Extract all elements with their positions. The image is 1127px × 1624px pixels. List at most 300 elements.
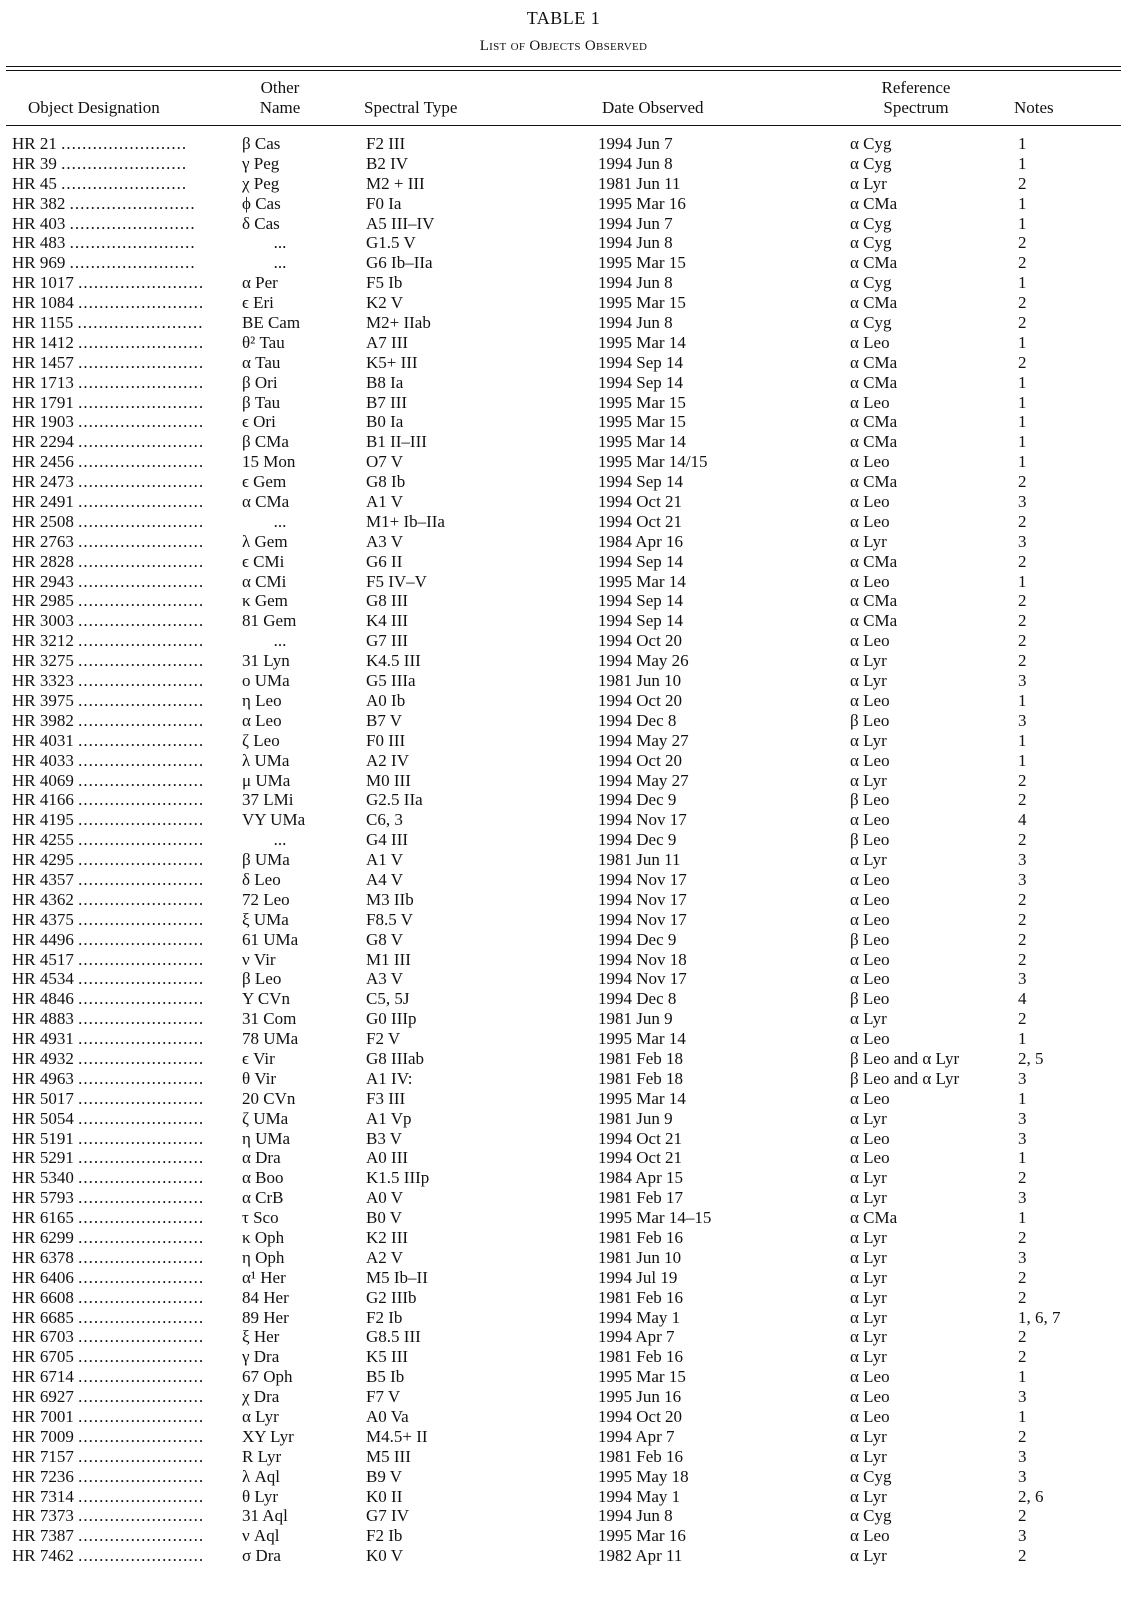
cell-designation [12, 1168, 208, 1188]
designation-text: HR 2943 [12, 571, 74, 591]
cell-spectral-type: F0 Ia [366, 193, 402, 213]
cell-notes: 2 [1018, 631, 1027, 651]
cell-date-observed: 1994 Nov 17 [598, 869, 687, 889]
table-row [0, 1029, 1127, 1049]
cell-other-name: α Boo [242, 1168, 284, 1188]
leader-dots: ........................ [69, 233, 196, 253]
table-row [0, 1288, 1127, 1308]
designation-text: HR 6705 [12, 1347, 74, 1367]
cell-designation [12, 412, 208, 432]
table-row [0, 989, 1127, 1009]
designation-text: HR 7314 [12, 1486, 74, 1506]
cell-reference-spectrum: α Leo [850, 869, 890, 889]
cell-notes: 1 [1018, 213, 1027, 233]
cell-other-name: α CrB [242, 1188, 284, 1208]
designation-text: HR 4362 [12, 889, 74, 909]
cell-notes: 1 [1018, 412, 1027, 432]
table-body [0, 134, 1127, 1566]
cell-notes: 1, 6, 7 [1018, 1307, 1061, 1327]
designation-text: HR 5054 [12, 1108, 74, 1128]
cell-other-name: σ Dra [242, 1546, 281, 1566]
cell-reference-spectrum: α Lyr [850, 1108, 887, 1128]
cell-other-name: 20 CVn [242, 1088, 296, 1108]
cell-reference-spectrum: α Cyg [850, 1466, 892, 1486]
table-row [0, 313, 1127, 333]
designation-text: HR 5017 [12, 1088, 74, 1108]
cell-date-observed: 1995 Mar 15 [598, 392, 686, 412]
designation-text: HR 7009 [12, 1426, 74, 1446]
table-row [0, 691, 1127, 711]
designation-text: HR 4534 [12, 969, 74, 989]
cell-reference-spectrum: α Lyr [850, 730, 887, 750]
leader-dots: ........................ [78, 372, 205, 392]
cell-designation [12, 1009, 208, 1029]
cell-designation [12, 691, 208, 711]
cell-other-name: ϵ Ori [242, 412, 276, 432]
cell-spectral-type: M1+ Ib–IIa [366, 511, 445, 531]
cell-other-name: ζ Leo [242, 730, 280, 750]
cell-designation [12, 233, 208, 253]
leader-dots: ........................ [78, 909, 205, 929]
table-row [0, 1546, 1127, 1566]
cell-spectral-type: G1.5 V [366, 233, 416, 253]
cell-date-observed: 1982 Apr 11 [598, 1546, 683, 1566]
cell-date-observed: 1994 May 27 [598, 730, 689, 750]
cell-designation [12, 830, 208, 850]
cell-spectral-type: K4 III [366, 611, 409, 631]
cell-designation [12, 1427, 208, 1447]
cell-spectral-type: M3 IIb [366, 889, 414, 909]
cell-date-observed: 1995 Mar 15 [598, 293, 686, 313]
cell-date-observed: 1981 Feb 17 [598, 1188, 683, 1208]
cell-date-observed: 1994 Oct 21 [598, 492, 683, 512]
designation-text: HR 1084 [12, 293, 74, 313]
cell-spectral-type: B7 V [366, 710, 403, 730]
cell-notes: 1 [1018, 690, 1027, 710]
cell-designation [12, 1407, 208, 1427]
designation-text: HR 4195 [12, 810, 74, 830]
leader-dots: ........................ [78, 1068, 205, 1088]
cell-designation [12, 1327, 208, 1347]
cell-notes: 1 [1018, 750, 1027, 770]
table-row [0, 1526, 1127, 1546]
leader-dots: ........................ [78, 1267, 205, 1287]
cell-notes: 2 [1018, 1168, 1027, 1188]
cell-date-observed: 1981 Jun 11 [598, 173, 681, 193]
cell-reference-spectrum: α Lyr [850, 1446, 887, 1466]
designation-text: HR 403 [12, 213, 66, 233]
cell-date-observed: 1994 Sep 14 [598, 591, 683, 611]
cell-spectral-type: B0 Ia [366, 412, 404, 432]
cell-date-observed: 1994 Jun 8 [598, 273, 673, 293]
cell-other-name: ... [273, 511, 287, 531]
table-row [0, 1347, 1127, 1367]
cell-reference-spectrum: α Leo [850, 1088, 890, 1108]
cell-date-observed: 1995 Mar 14 [598, 1088, 686, 1108]
cell-date-observed: 1995 Mar 14 [598, 332, 686, 352]
cell-reference-spectrum: α Leo [850, 452, 890, 472]
leader-dots: ........................ [78, 671, 205, 691]
cell-notes: 1 [1018, 1088, 1027, 1108]
cell-date-observed: 1981 Jun 9 [598, 1108, 673, 1128]
cell-spectral-type: G7 III [366, 631, 409, 651]
cell-notes: 2 [1018, 1506, 1027, 1526]
designation-text: HR 4931 [12, 1029, 74, 1049]
cell-other-name: η UMa [242, 1128, 291, 1148]
header-spectral-type: Spectral Type [364, 98, 458, 117]
cell-other-name: α Tau [242, 352, 281, 372]
cell-other-name: θ² Tau [242, 332, 285, 352]
cell-notes: 2 [1018, 651, 1027, 671]
cell-reference-spectrum: α Lyr [850, 850, 887, 870]
table-row [0, 1208, 1127, 1228]
cell-notes: 3 [1018, 1188, 1027, 1208]
cell-designation [12, 631, 208, 651]
cell-notes: 2 [1018, 611, 1027, 631]
cell-date-observed: 1994 Apr 7 [598, 1327, 675, 1347]
designation-text: HR 7462 [12, 1546, 74, 1566]
leader-dots: ........................ [78, 929, 205, 949]
cell-spectral-type: B1 II–III [366, 432, 427, 452]
cell-notes: 2 [1018, 949, 1027, 969]
cell-reference-spectrum: α Lyr [850, 1168, 887, 1188]
cell-other-name: κ Gem [242, 591, 288, 611]
cell-other-name: λ UMa [242, 750, 290, 770]
leader-dots: ........................ [78, 432, 205, 452]
table-row [0, 930, 1127, 950]
cell-notes: 2 [1018, 1426, 1027, 1446]
cell-other-name: α CMi [242, 571, 287, 591]
designation-text: HR 2456 [12, 452, 74, 472]
cell-date-observed: 1994 Apr 7 [598, 1426, 675, 1446]
cell-other-name: 31 Com [242, 1009, 297, 1029]
leader-dots: ........................ [78, 1247, 205, 1267]
cell-spectral-type: K5 III [366, 1347, 409, 1367]
cell-reference-spectrum: β Leo [850, 830, 890, 850]
table-row [0, 412, 1127, 432]
leader-dots: ........................ [78, 1128, 205, 1148]
leader-dots: ........................ [78, 1307, 205, 1327]
header-other-name: Other Name [259, 78, 301, 117]
cell-spectral-type: F2 III [366, 134, 406, 153]
cell-date-observed: 1994 Oct 20 [598, 690, 683, 710]
leader-dots: ........................ [78, 273, 205, 293]
cell-notes: 3 [1018, 710, 1027, 730]
table-row [0, 174, 1127, 194]
cell-notes: 1 [1018, 1367, 1027, 1387]
cell-other-name: γ Peg [242, 153, 280, 173]
cell-designation [12, 452, 208, 472]
table-row [0, 731, 1127, 751]
cell-designation [12, 1347, 208, 1367]
cell-other-name: τ Sco [242, 1208, 279, 1228]
cell-designation [12, 591, 208, 611]
cell-notes: 2 [1018, 1327, 1027, 1347]
cell-spectral-type: K0 V [366, 1546, 403, 1566]
cell-spectral-type: K0 II [366, 1486, 403, 1506]
table-row [0, 512, 1127, 532]
cell-spectral-type: F5 Ib [366, 273, 403, 293]
cell-notes: 2 [1018, 1009, 1027, 1029]
table-row [0, 969, 1127, 989]
cell-date-observed: 1994 Jun 8 [598, 313, 673, 333]
designation-text: HR 4517 [12, 949, 74, 969]
cell-reference-spectrum: β Leo [850, 989, 890, 1009]
cell-other-name: β CMa [242, 432, 289, 452]
cell-date-observed: 1981 Jun 10 [598, 1247, 682, 1267]
table-row [0, 1049, 1127, 1069]
cell-other-name: 84 Her [242, 1287, 289, 1307]
cell-date-observed: 1994 Jul 19 [598, 1267, 678, 1287]
cell-spectral-type: F2 V [366, 1029, 401, 1049]
cell-notes: 1 [1018, 1208, 1027, 1228]
cell-reference-spectrum: α Leo [850, 571, 890, 591]
cell-other-name: 61 UMa [242, 929, 299, 949]
cell-reference-spectrum: α Leo [850, 631, 890, 651]
cell-spectral-type: M1 III [366, 949, 411, 969]
cell-spectral-type: A3 V [366, 531, 403, 551]
cell-spectral-type: G6 Ib–IIa [366, 253, 433, 273]
cell-reference-spectrum: α Leo [850, 889, 890, 909]
cell-designation [12, 969, 208, 989]
cell-notes: 1 [1018, 730, 1027, 750]
cell-notes: 3 [1018, 1387, 1027, 1407]
cell-designation [12, 432, 208, 452]
designation-text: HR 4255 [12, 830, 74, 850]
table-row [0, 890, 1127, 910]
cell-reference-spectrum: α Leo [850, 1526, 890, 1546]
cell-other-name: η Leo [242, 690, 282, 710]
table-row [0, 870, 1127, 890]
designation-text: HR 2985 [12, 591, 74, 611]
cell-designation [12, 253, 208, 273]
cell-spectral-type: K2 V [366, 293, 403, 313]
designation-text: HR 1155 [12, 313, 74, 333]
cell-designation [12, 194, 208, 214]
table-row [0, 1148, 1127, 1168]
cell-reference-spectrum: α Leo [850, 1128, 890, 1148]
designation-text: HR 969 [12, 253, 66, 273]
designation-text: HR 7236 [12, 1466, 74, 1486]
leader-dots: ........................ [78, 651, 205, 671]
table-row [0, 472, 1127, 492]
cell-notes: 2 [1018, 889, 1027, 909]
cell-other-name: β Tau [242, 392, 281, 412]
cell-reference-spectrum: α Lyr [850, 1188, 887, 1208]
table-row [0, 233, 1127, 253]
cell-reference-spectrum: α CMa [850, 253, 898, 273]
cell-date-observed: 1981 Feb 16 [598, 1287, 683, 1307]
cell-other-name: ο UMa [242, 671, 290, 691]
cell-other-name: χ Peg [242, 173, 280, 193]
table-row [0, 1069, 1127, 1089]
cell-reference-spectrum: α Lyr [850, 671, 887, 691]
cell-date-observed: 1995 Mar 15 [598, 1367, 686, 1387]
cell-notes: 2 [1018, 352, 1027, 372]
leader-dots: ........................ [78, 1168, 205, 1188]
cell-date-observed: 1994 Dec 9 [598, 929, 677, 949]
cell-date-observed: 1994 Nov 17 [598, 810, 687, 830]
cell-spectral-type: F3 III [366, 1088, 406, 1108]
designation-text: HR 4932 [12, 1048, 74, 1068]
cell-reference-spectrum: α Leo [850, 392, 890, 412]
cell-notes: 2 [1018, 173, 1027, 193]
table-row [0, 1327, 1127, 1347]
cell-other-name: γ Dra [242, 1347, 280, 1367]
designation-text: HR 1457 [12, 352, 74, 372]
cell-reference-spectrum: α Cyg [850, 313, 892, 333]
cell-designation [12, 711, 208, 731]
cell-reference-spectrum: α Leo [850, 1407, 890, 1426]
table-row [0, 651, 1127, 671]
cell-designation [12, 731, 208, 751]
cell-notes: 3 [1018, 1526, 1027, 1546]
leader-dots: ........................ [78, 1029, 205, 1049]
cell-spectral-type: G5 IIIa [366, 671, 416, 691]
cell-designation [12, 751, 208, 771]
table-row [0, 432, 1127, 452]
cell-date-observed: 1995 Mar 15 [598, 253, 686, 273]
cell-other-name: χ Dra [242, 1387, 280, 1407]
cell-other-name: ... [273, 830, 287, 850]
leader-dots: ........................ [78, 472, 205, 492]
cell-spectral-type: M2 + III [366, 173, 425, 193]
cell-reference-spectrum: α Lyr [850, 1307, 887, 1327]
cell-designation [12, 1526, 208, 1546]
cell-reference-spectrum: α Leo [850, 1387, 890, 1407]
cell-spectral-type: A2 V [366, 1247, 403, 1267]
cell-designation [12, 1228, 208, 1248]
cell-spectral-type: A3 V [366, 969, 403, 989]
cell-reference-spectrum: α Leo [850, 1148, 890, 1168]
cell-spectral-type: A0 V [366, 1188, 403, 1208]
cell-reference-spectrum: α CMa [850, 472, 898, 492]
cell-designation [12, 1109, 208, 1129]
cell-reference-spectrum: α CMa [850, 1208, 898, 1228]
table-row [0, 1268, 1127, 1288]
designation-text: HR 4069 [12, 770, 74, 790]
cell-reference-spectrum: α Cyg [850, 273, 892, 293]
cell-other-name: 78 UMa [242, 1029, 299, 1049]
cell-date-observed: 1994 Jun 7 [598, 213, 673, 233]
cell-reference-spectrum: β Leo [850, 710, 890, 730]
cell-designation [12, 651, 208, 671]
table-row [0, 910, 1127, 930]
cell-date-observed: 1995 Mar 16 [598, 193, 686, 213]
cell-spectral-type: F0 III [366, 730, 406, 750]
cell-other-name: β Leo [242, 969, 282, 989]
cell-reference-spectrum: β Leo and α Lyr [850, 1068, 960, 1088]
cell-reference-spectrum: α Lyr [850, 1486, 887, 1506]
cell-date-observed: 1994 Sep 14 [598, 352, 683, 372]
cell-other-name: α¹ Her [242, 1267, 286, 1287]
cell-notes: 1 [1018, 1148, 1027, 1168]
table-row [0, 1089, 1127, 1109]
cell-notes: 2 [1018, 591, 1027, 611]
table-row [0, 134, 1127, 154]
leader-dots: ........................ [78, 710, 205, 730]
leader-dots: ........................ [78, 1108, 205, 1128]
cell-spectral-type: K4.5 III [366, 651, 421, 671]
cell-date-observed: 1994 Oct 21 [598, 511, 683, 531]
cell-reference-spectrum: α Cyg [850, 233, 892, 253]
cell-designation [12, 1049, 208, 1069]
cell-reference-spectrum: α Lyr [850, 1327, 887, 1347]
designation-text: HR 5191 [12, 1128, 74, 1148]
cell-notes: 2 [1018, 909, 1027, 929]
cell-notes: 1 [1018, 134, 1027, 153]
cell-spectral-type: C6, 3 [366, 810, 403, 830]
header-rule [6, 125, 1121, 126]
cell-notes: 3 [1018, 1128, 1027, 1148]
header-date-observed: Date Observed [602, 98, 704, 117]
cell-reference-spectrum: β Leo [850, 929, 890, 949]
top-rule-double [6, 70, 1121, 71]
cell-spectral-type: B0 V [366, 1208, 403, 1228]
cell-date-observed: 1994 Oct 20 [598, 1407, 683, 1426]
cell-date-observed: 1981 Feb 18 [598, 1068, 683, 1088]
cell-reference-spectrum: α Lyr [850, 1426, 887, 1446]
cell-notes: 2 [1018, 1227, 1027, 1247]
cell-reference-spectrum: α Lyr [850, 1009, 887, 1029]
table-row [0, 393, 1127, 413]
designation-text: HR 2763 [12, 531, 74, 551]
leader-dots: ........................ [78, 770, 205, 790]
cell-spectral-type: G4 III [366, 830, 409, 850]
cell-date-observed: 1994 Dec 9 [598, 830, 677, 850]
cell-date-observed: 1994 Dec 9 [598, 790, 677, 810]
leader-dots: ........................ [78, 1387, 205, 1407]
cell-date-observed: 1994 Jun 8 [598, 153, 673, 173]
cell-reference-spectrum: α CMa [850, 412, 898, 432]
cell-date-observed: 1994 May 27 [598, 770, 689, 790]
cell-spectral-type: G8 III [366, 591, 409, 611]
cell-reference-spectrum: α Leo [850, 750, 890, 770]
leader-dots: ........................ [78, 1466, 205, 1486]
cell-date-observed: 1994 May 1 [598, 1307, 681, 1327]
cell-other-name: β UMa [242, 850, 290, 870]
cell-notes: 4 [1018, 810, 1027, 830]
cell-notes: 1 [1018, 571, 1027, 591]
designation-text: HR 6685 [12, 1307, 74, 1327]
cell-notes: 2 [1018, 313, 1027, 333]
designation-text: HR 4357 [12, 869, 74, 889]
cell-spectral-type: M4.5+ II [366, 1426, 428, 1446]
designation-text: HR 6406 [12, 1267, 74, 1287]
cell-reference-spectrum: α CMa [850, 352, 898, 372]
cell-spectral-type: G8 V [366, 929, 403, 949]
table-row [0, 214, 1127, 234]
cell-designation [12, 989, 208, 1009]
designation-text: HR 6165 [12, 1208, 74, 1228]
cell-other-name: δ Leo [242, 869, 281, 889]
cell-other-name: R Lyr [242, 1446, 282, 1466]
leader-dots: ........................ [78, 412, 205, 432]
designation-text: HR 483 [12, 233, 66, 253]
leader-dots: ........................ [78, 1048, 205, 1068]
cell-designation [12, 1089, 208, 1109]
cell-other-name: 15 Mon [242, 452, 296, 472]
cell-designation [12, 1447, 208, 1467]
cell-other-name: δ Cas [242, 213, 280, 233]
cell-notes: 1 [1018, 1029, 1027, 1049]
cell-notes: 2 [1018, 929, 1027, 949]
cell-designation [12, 870, 208, 890]
cell-other-name: ζ UMa [242, 1108, 289, 1128]
leader-dots: ........................ [78, 492, 205, 512]
designation-text: HR 3275 [12, 651, 74, 671]
cell-spectral-type: B3 V [366, 1128, 403, 1148]
